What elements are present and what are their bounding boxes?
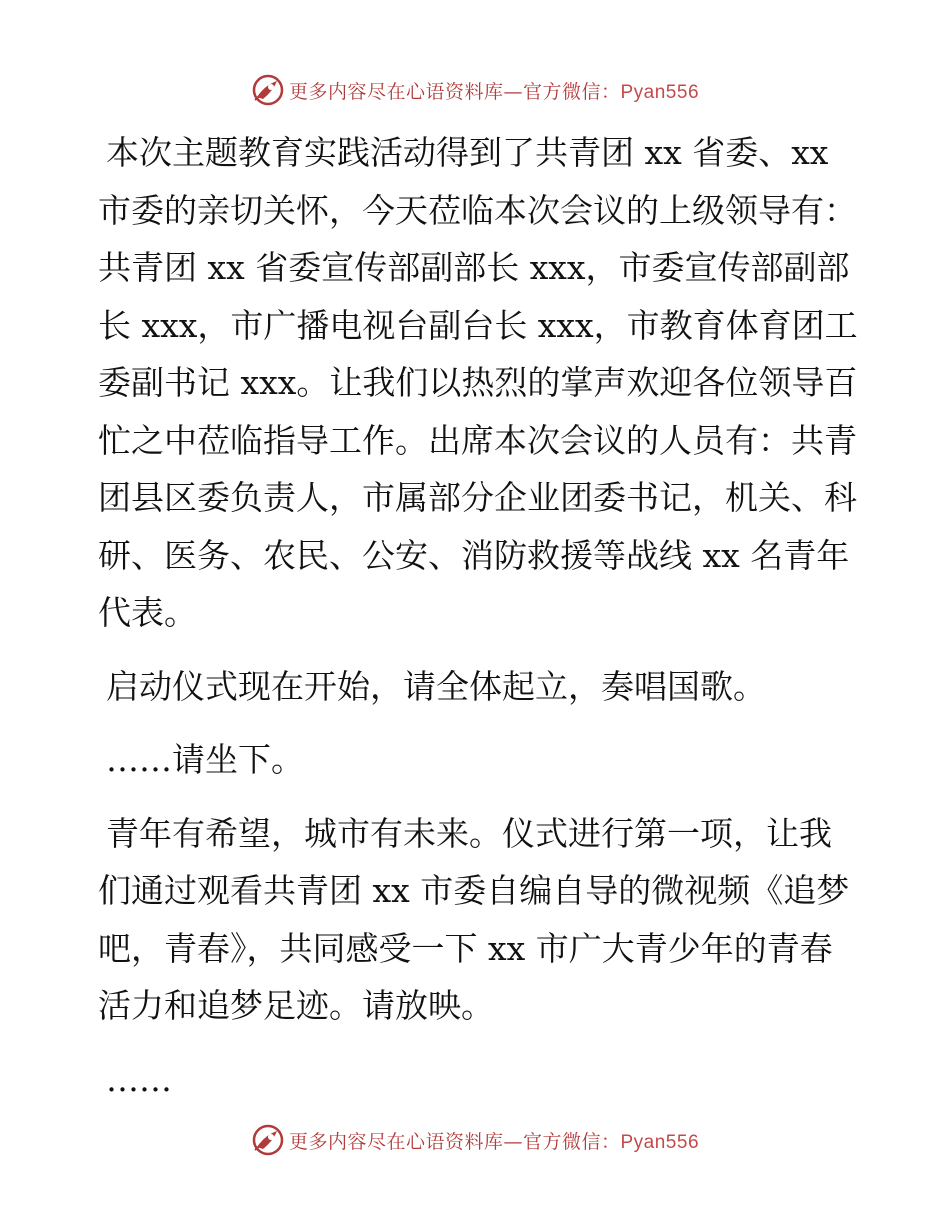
pen-nib-logo-icon (251, 1123, 285, 1157)
footer-wechat-id: Pyan556 (620, 1131, 700, 1153)
footer-banner (0, 1120, 950, 1160)
paragraph-3: ……请坐下。 (106, 740, 304, 779)
footer-banner-text (289, 1127, 699, 1154)
paragraph-5: …… (106, 1059, 172, 1099)
paragraph-1: 本次主题教育实践活动得到了共青团 xx 省委、xx 市委的亲切关怀，今天莅临本次会议的上级领导有：共青团 xx 省委宣传部副部长 xxx，市委宣传部副部长 xxx，市广播电视台副台长 xxx，市教育体育团工委副书记 xxx。让我们以热烈的掌声欢迎各位领导百忙之中莅临指导工作。出席本次会议的人员有：共青团县区委负责人，市属部分企业团委书记，机关、科研、医务、农民、公安、消防救援等战线 xx 名青年代表。 (98, 133, 858, 632)
header-banner-text (289, 77, 699, 104)
paragraph-4: 青年有希望，城市有未来。仪式进行第一项，让我们通过观看共青团 xx 市委自编自导的微视频《追梦吧，青春》，共同感受一下 xx 市广大青少年的青春活力和追梦足迹。请放映。 (98, 813, 850, 1025)
paragraph-2: 启动仪式现在开始，请全体起立，奏唱国歌。 (106, 666, 766, 706)
footer-banner-label: 更多内容尽在心语资料库—官方微信： (288, 1130, 621, 1153)
header-banner (0, 70, 950, 110)
header-wechat-id: Pyan556 (620, 81, 700, 103)
pen-nib-logo-icon (251, 73, 285, 107)
header-banner-label: 更多内容尽在心语资料库—官方微信： (288, 80, 621, 103)
document-body (98, 124, 858, 1124)
